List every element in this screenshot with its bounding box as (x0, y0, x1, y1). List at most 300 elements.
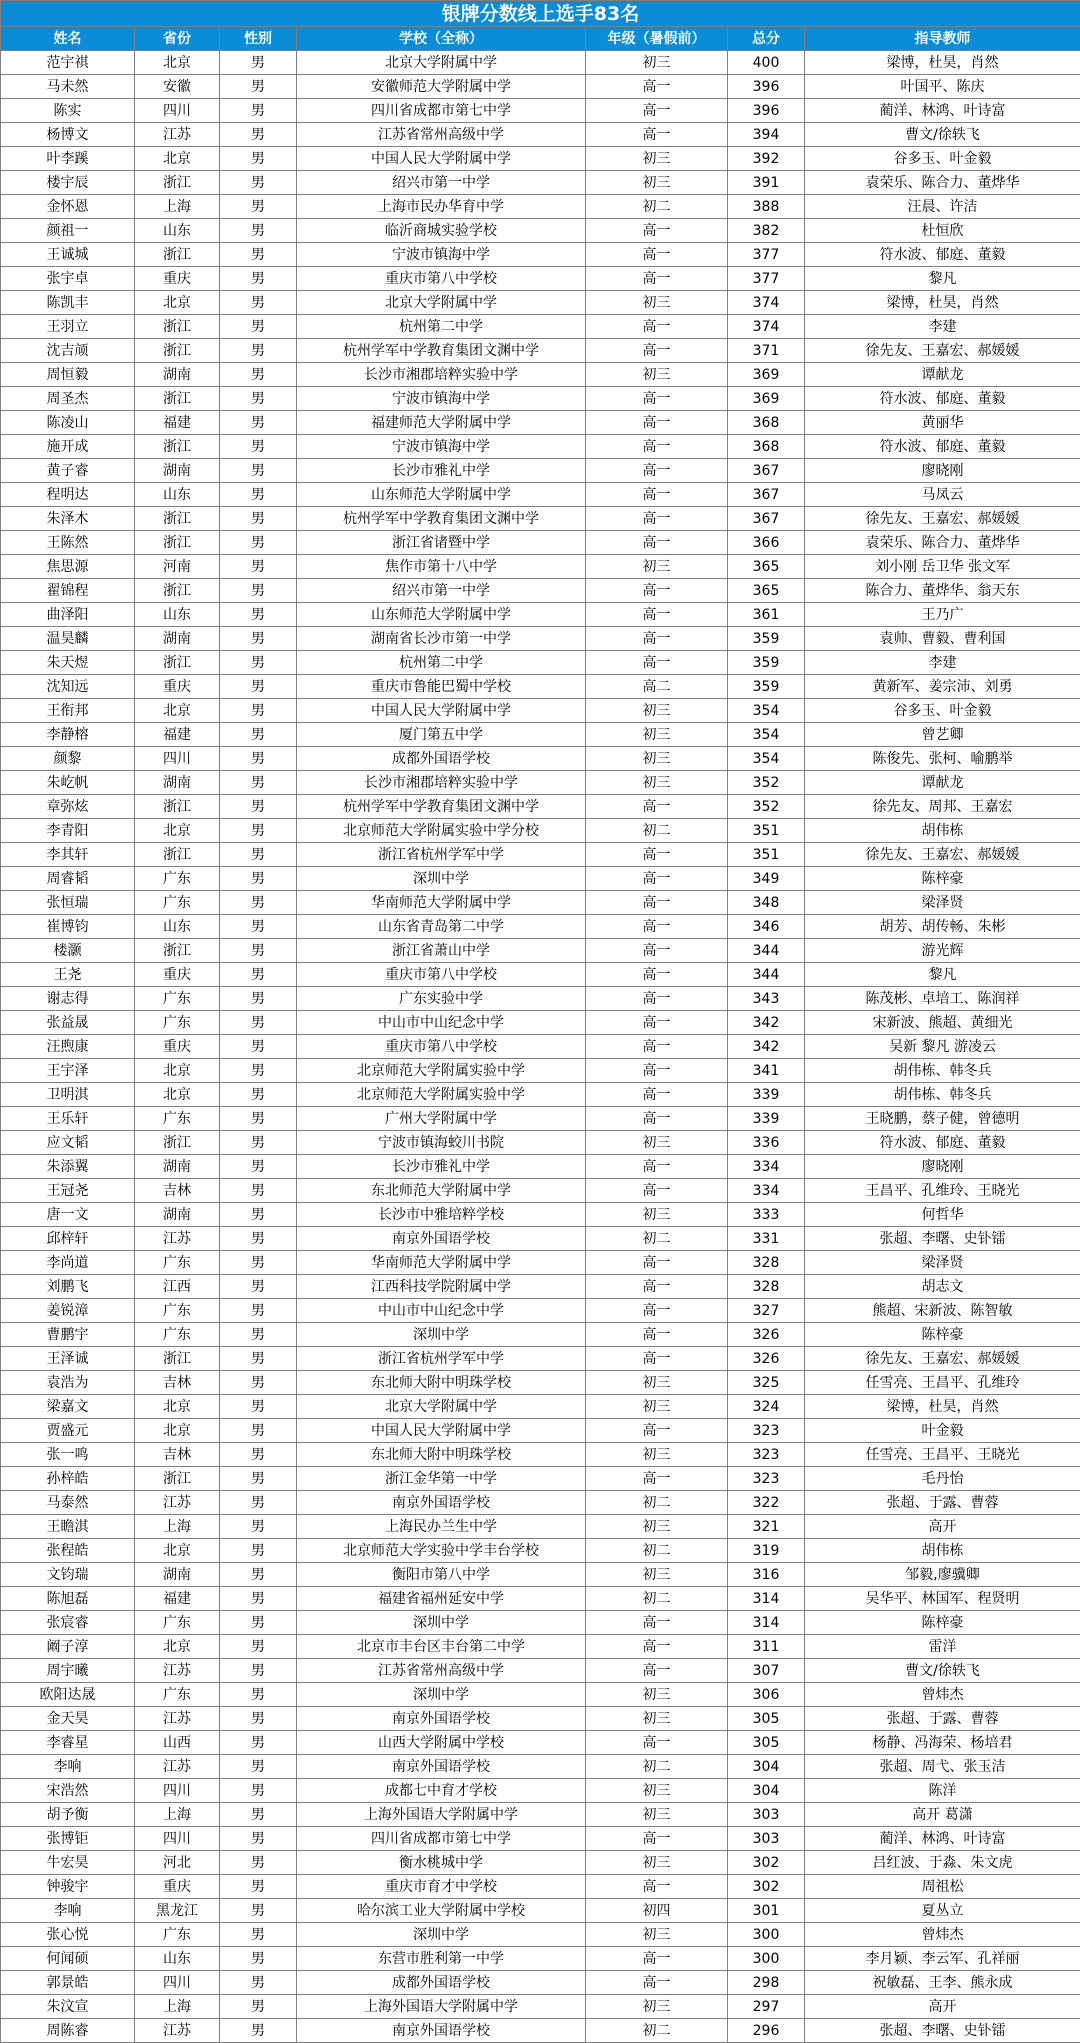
table-row (1, 219, 1080, 243)
cell-col-name: 阚子淳 (1, 1635, 135, 1659)
cell-col-province: 广东 (135, 1011, 220, 1035)
cell-col-gender: 男 (220, 795, 297, 819)
cell-col-teacher: 熊超、宋新波、陈智敏 (805, 1299, 1080, 1323)
title-row (1, 1, 1080, 27)
cell-col-grade: 高一 (586, 483, 728, 507)
cell-col-name: 李静榕 (1, 723, 135, 747)
cell-col-grade: 高一 (586, 843, 728, 867)
cell-col-school: 福建师范大学附属中学 (297, 411, 586, 435)
cell-col-grade: 高一 (586, 411, 728, 435)
cell-col-grade: 高一 (586, 1947, 728, 1971)
cell-col-teacher: 李建 (805, 651, 1080, 675)
cell-col-province: 湖南 (135, 459, 220, 483)
cell-col-score: 343 (728, 987, 805, 1011)
cell-col-school: 宁波市镇海蛟川书院 (297, 1131, 586, 1155)
cell-col-school: 重庆市鲁能巴蜀中学校 (297, 675, 586, 699)
cell-col-grade: 高一 (586, 987, 728, 1011)
cell-col-grade: 高一 (586, 387, 728, 411)
cell-col-gender: 男 (220, 1515, 297, 1539)
cell-col-province: 山东 (135, 219, 220, 243)
cell-col-school: 成都七中育才学校 (297, 1779, 586, 1803)
cell-col-teacher: 曹文/徐轶飞 (805, 1659, 1080, 1683)
cell-col-teacher: 张超、于露、曹蓉 (805, 1707, 1080, 1731)
table-row (1, 1635, 1080, 1659)
cell-col-score: 304 (728, 1755, 805, 1779)
cell-col-gender: 男 (220, 1155, 297, 1179)
cell-col-score: 368 (728, 435, 805, 459)
cell-col-score: 333 (728, 1203, 805, 1227)
cell-col-grade: 高一 (586, 1347, 728, 1371)
cell-col-name: 张程皓 (1, 1539, 135, 1563)
cell-col-school: 东北师大附中明珠学校 (297, 1371, 586, 1395)
cell-col-name: 周圣杰 (1, 387, 135, 411)
table-row (1, 747, 1080, 771)
cell-col-name: 胡予衡 (1, 1803, 135, 1827)
cell-col-teacher: 张超、李曙、史钋镭 (805, 2019, 1080, 2043)
cell-col-name: 谢志得 (1, 987, 135, 1011)
cell-col-score: 302 (728, 1851, 805, 1875)
cell-col-gender: 男 (220, 1443, 297, 1467)
table-row (1, 507, 1080, 531)
cell-col-province: 山东 (135, 603, 220, 627)
cell-col-score: 349 (728, 867, 805, 891)
table-row (1, 75, 1080, 99)
cell-col-province: 北京 (135, 699, 220, 723)
cell-col-province: 上海 (135, 195, 220, 219)
cell-col-score: 314 (728, 1611, 805, 1635)
table-row (1, 1011, 1080, 1035)
table-row (1, 1179, 1080, 1203)
cell-col-province: 浙江 (135, 1131, 220, 1155)
cell-col-teacher: 陈梓豪 (805, 867, 1080, 891)
cell-col-score: 321 (728, 1515, 805, 1539)
cell-col-gender: 男 (220, 1707, 297, 1731)
table-row (1, 675, 1080, 699)
cell-col-province: 重庆 (135, 1875, 220, 1899)
cell-col-gender: 男 (220, 1371, 297, 1395)
cell-col-grade: 初三 (586, 1707, 728, 1731)
cell-col-province: 浙江 (135, 243, 220, 267)
cell-col-score: 359 (728, 627, 805, 651)
table-row (1, 843, 1080, 867)
cell-col-province: 北京 (135, 51, 220, 75)
cell-col-gender: 男 (220, 123, 297, 147)
cell-col-score: 314 (728, 1587, 805, 1611)
cell-col-grade: 高一 (586, 603, 728, 627)
cell-col-province: 江苏 (135, 123, 220, 147)
cell-col-name: 李响 (1, 1899, 135, 1923)
cell-col-teacher: 黄新军、姜宗沛、刘勇 (805, 675, 1080, 699)
cell-col-grade: 初三 (586, 1851, 728, 1875)
cell-col-school: 重庆市第八中学校 (297, 963, 586, 987)
cell-col-gender: 男 (220, 1731, 297, 1755)
cell-col-province: 山东 (135, 1947, 220, 1971)
cell-col-grade: 初三 (586, 1131, 728, 1155)
cell-col-name: 施开成 (1, 435, 135, 459)
table-row (1, 867, 1080, 891)
table-row (1, 1083, 1080, 1107)
table-row (1, 1347, 1080, 1371)
cell-col-province: 重庆 (135, 675, 220, 699)
cell-col-score: 296 (728, 2019, 805, 2043)
cell-col-teacher: 叶国平、陈庆 (805, 75, 1080, 99)
table-row (1, 1275, 1080, 1299)
cell-col-score: 311 (728, 1635, 805, 1659)
cell-col-score: 326 (728, 1347, 805, 1371)
cell-col-name: 焦思源 (1, 555, 135, 579)
cell-col-gender: 男 (220, 675, 297, 699)
cell-col-gender: 男 (220, 1227, 297, 1251)
cell-col-grade: 初三 (586, 1779, 728, 1803)
cell-col-teacher: 蔺洋、林鸿、叶诗富 (805, 99, 1080, 123)
table-row (1, 531, 1080, 555)
cell-col-teacher: 谷多玉、叶金毅 (805, 147, 1080, 171)
cell-col-score: 323 (728, 1467, 805, 1491)
cell-col-score: 307 (728, 1659, 805, 1683)
cell-col-school: 东北师范大学附属中学 (297, 1179, 586, 1203)
cell-col-province: 湖南 (135, 363, 220, 387)
table-row (1, 1059, 1080, 1083)
table-row (1, 771, 1080, 795)
cell-col-name: 杨博文 (1, 123, 135, 147)
cell-col-grade: 高一 (586, 651, 728, 675)
table-row (1, 1611, 1080, 1635)
cell-col-province: 安徽 (135, 75, 220, 99)
cell-col-score: 351 (728, 819, 805, 843)
table-row (1, 1443, 1080, 1467)
table-row (1, 195, 1080, 219)
cell-col-school: 广州大学附属中学 (297, 1107, 586, 1131)
cell-col-teacher: 徐先友、王嘉宏、郝媛媛 (805, 1347, 1080, 1371)
table-row (1, 171, 1080, 195)
cell-col-school: 浙江省萧山中学 (297, 939, 586, 963)
cell-col-grade: 初三 (586, 1203, 728, 1227)
cell-col-score: 352 (728, 771, 805, 795)
cell-col-school: 长沙市湘郡培粹实验中学 (297, 363, 586, 387)
cell-col-province: 广东 (135, 1299, 220, 1323)
cell-col-province: 四川 (135, 1971, 220, 1995)
header-col-province: 省份 (135, 27, 220, 51)
table-row (1, 387, 1080, 411)
cell-col-teacher: 高开 (805, 1515, 1080, 1539)
cell-col-province: 福建 (135, 411, 220, 435)
cell-col-teacher: 刘小刚 岳卫华 张文军 (805, 555, 1080, 579)
cell-col-province: 河南 (135, 555, 220, 579)
cell-col-teacher: 夏丛立 (805, 1899, 1080, 1923)
cell-col-province: 北京 (135, 1395, 220, 1419)
cell-col-gender: 男 (220, 507, 297, 531)
cell-col-name: 王衔邦 (1, 699, 135, 723)
cell-col-teacher: 胡伟栋、韩冬兵 (805, 1059, 1080, 1083)
cell-col-score: 369 (728, 363, 805, 387)
cell-col-name: 周睿韬 (1, 867, 135, 891)
cell-col-school: 中国人民大学附属中学 (297, 1419, 586, 1443)
header-col-school: 学校（全称） (297, 27, 586, 51)
cell-col-name: 张宇卓 (1, 267, 135, 291)
cell-col-score: 328 (728, 1275, 805, 1299)
cell-col-score: 342 (728, 1035, 805, 1059)
cell-col-name: 王陈然 (1, 531, 135, 555)
table-row (1, 1203, 1080, 1227)
cell-col-teacher: 廖晓刚 (805, 459, 1080, 483)
cell-col-grade: 初三 (586, 1923, 728, 1947)
cell-col-teacher: 李建 (805, 315, 1080, 339)
cell-col-province: 吉林 (135, 1179, 220, 1203)
cell-col-name: 颜祖一 (1, 219, 135, 243)
cell-col-teacher: 黎凡 (805, 267, 1080, 291)
cell-col-gender: 男 (220, 1347, 297, 1371)
cell-col-score: 303 (728, 1827, 805, 1851)
cell-col-province: 浙江 (135, 315, 220, 339)
cell-col-school: 福建省福州延安中学 (297, 1587, 586, 1611)
table-row (1, 123, 1080, 147)
table-row (1, 1803, 1080, 1827)
cell-col-grade: 初三 (586, 1995, 728, 2019)
cell-col-name: 金天昊 (1, 1707, 135, 1731)
cell-col-score: 366 (728, 531, 805, 555)
cell-col-name: 黄子睿 (1, 459, 135, 483)
cell-col-grade: 高一 (586, 795, 728, 819)
cell-col-name: 范宇祺 (1, 51, 135, 75)
cell-col-name: 陈凯丰 (1, 291, 135, 315)
table-row (1, 147, 1080, 171)
cell-col-school: 北京大学附属中学 (297, 1395, 586, 1419)
cell-col-gender: 男 (220, 1995, 297, 2019)
cell-col-name: 王尧 (1, 963, 135, 987)
cell-col-province: 北京 (135, 819, 220, 843)
cell-col-grade: 初三 (586, 1395, 728, 1419)
cell-col-province: 山东 (135, 915, 220, 939)
cell-col-score: 300 (728, 1947, 805, 1971)
cell-col-score: 344 (728, 963, 805, 987)
cell-col-gender: 男 (220, 867, 297, 891)
cell-col-province: 广东 (135, 1251, 220, 1275)
table-row (1, 1539, 1080, 1563)
table-body (1, 51, 1080, 2043)
cell-col-province: 江苏 (135, 1755, 220, 1779)
table-row (1, 1659, 1080, 1683)
cell-col-school: 上海市民办华育中学 (297, 195, 586, 219)
cell-col-score: 354 (728, 723, 805, 747)
cell-col-teacher: 梁博，杜昊，肖然 (805, 51, 1080, 75)
cell-col-province: 浙江 (135, 507, 220, 531)
cell-col-name: 孙梓皓 (1, 1467, 135, 1491)
cell-col-teacher: 张超、李曙、史钋镭 (805, 1227, 1080, 1251)
cell-col-grade: 高一 (586, 1971, 728, 1995)
cell-col-gender: 男 (220, 1179, 297, 1203)
cell-col-name: 金怀恩 (1, 195, 135, 219)
table-row (1, 411, 1080, 435)
cell-col-school: 焦作市第十八中学 (297, 555, 586, 579)
cell-col-gender: 男 (220, 219, 297, 243)
cell-col-gender: 男 (220, 1395, 297, 1419)
cell-col-school: 湖南省长沙市第一中学 (297, 627, 586, 651)
cell-col-gender: 男 (220, 99, 297, 123)
cell-col-school: 北京大学附属中学 (297, 291, 586, 315)
cell-col-grade: 初三 (586, 555, 728, 579)
cell-col-gender: 男 (220, 195, 297, 219)
cell-col-school: 山东师范大学附属中学 (297, 603, 586, 627)
cell-col-school: 北京大学附属中学 (297, 51, 586, 75)
header-col-grade: 年级（暑假前） (586, 27, 728, 51)
cell-col-teacher: 祝敏磊、王李、熊永成 (805, 1971, 1080, 1995)
cell-col-province: 四川 (135, 747, 220, 771)
cell-col-score: 377 (728, 243, 805, 267)
cell-col-province: 福建 (135, 723, 220, 747)
cell-col-province: 重庆 (135, 267, 220, 291)
cell-col-gender: 男 (220, 771, 297, 795)
cell-col-grade: 高一 (586, 1035, 728, 1059)
cell-col-province: 浙江 (135, 939, 220, 963)
table-row (1, 1323, 1080, 1347)
cell-col-province: 吉林 (135, 1443, 220, 1467)
cell-col-school: 长沙市中雅培粹学校 (297, 1203, 586, 1227)
cell-col-grade: 高一 (586, 1419, 728, 1443)
cell-col-gender: 男 (220, 579, 297, 603)
cell-col-school: 衡阳市第八中学 (297, 1563, 586, 1587)
cell-col-teacher: 梁博，杜昊，肖然 (805, 291, 1080, 315)
cell-col-grade: 高一 (586, 1251, 728, 1275)
cell-col-gender: 男 (220, 411, 297, 435)
cell-col-grade: 初三 (586, 1371, 728, 1395)
cell-col-score: 400 (728, 51, 805, 75)
cell-col-gender: 男 (220, 555, 297, 579)
table-row (1, 99, 1080, 123)
cell-col-province: 北京 (135, 1539, 220, 1563)
cell-col-teacher: 胡伟栋 (805, 819, 1080, 843)
cell-col-name: 周宇曦 (1, 1659, 135, 1683)
cell-col-grade: 高一 (586, 579, 728, 603)
cell-col-province: 北京 (135, 1059, 220, 1083)
cell-col-grade: 初二 (586, 1539, 728, 1563)
cell-col-teacher: 周祖松 (805, 1875, 1080, 1899)
cell-col-gender: 男 (220, 1299, 297, 1323)
cell-col-gender: 男 (220, 747, 297, 771)
cell-col-province: 湖南 (135, 1563, 220, 1587)
cell-col-grade: 初二 (586, 1755, 728, 1779)
cell-col-gender: 男 (220, 915, 297, 939)
cell-col-grade: 高一 (586, 1635, 728, 1659)
cell-col-score: 322 (728, 1491, 805, 1515)
cell-col-teacher: 汪晨、许洁 (805, 195, 1080, 219)
table-row (1, 819, 1080, 843)
cell-col-province: 广东 (135, 1683, 220, 1707)
cell-col-province: 北京 (135, 291, 220, 315)
cell-col-grade: 高一 (586, 1011, 728, 1035)
cell-col-gender: 男 (220, 1203, 297, 1227)
table-row (1, 1827, 1080, 1851)
cell-col-name: 王瞻淇 (1, 1515, 135, 1539)
cell-col-name: 马泰然 (1, 1491, 135, 1515)
cell-col-grade: 高一 (586, 867, 728, 891)
cell-col-school: 江西科技学院附属中学 (297, 1275, 586, 1299)
cell-col-score: 325 (728, 1371, 805, 1395)
cell-col-teacher: 袁荣乐、陈合力、董烨华 (805, 531, 1080, 555)
cell-col-teacher: 曾艺卿 (805, 723, 1080, 747)
cell-col-school: 成都外国语学校 (297, 1971, 586, 1995)
cell-col-name: 贾盛元 (1, 1419, 135, 1443)
cell-col-score: 298 (728, 1971, 805, 1995)
cell-col-name: 朱汶宣 (1, 1995, 135, 2019)
table-row (1, 1755, 1080, 1779)
table-row (1, 1851, 1080, 1875)
cell-col-teacher: 胡伟栋、韩冬兵 (805, 1083, 1080, 1107)
cell-col-name: 郭景皓 (1, 1971, 135, 1995)
cell-col-name: 程明达 (1, 483, 135, 507)
cell-col-teacher: 梁泽贤 (805, 891, 1080, 915)
cell-col-school: 北京市丰台区丰台第二中学 (297, 1635, 586, 1659)
cell-col-grade: 初三 (586, 291, 728, 315)
table-row (1, 1491, 1080, 1515)
cell-col-name: 崔博钧 (1, 915, 135, 939)
cell-col-gender: 男 (220, 171, 297, 195)
cell-col-school: 上海外国语大学附属中学 (297, 1995, 586, 2019)
cell-col-gender: 男 (220, 1107, 297, 1131)
cell-col-score: 303 (728, 1803, 805, 1827)
cell-col-name: 朱屹帆 (1, 771, 135, 795)
cell-col-school: 重庆市育才中学校 (297, 1875, 586, 1899)
cell-col-teacher: 王晓鹏，蔡子健，曾德明 (805, 1107, 1080, 1131)
cell-col-grade: 初三 (586, 1515, 728, 1539)
cell-col-score: 365 (728, 555, 805, 579)
cell-col-name: 王乐轩 (1, 1107, 135, 1131)
cell-col-name: 袁浩为 (1, 1371, 135, 1395)
cell-col-score: 365 (728, 579, 805, 603)
cell-col-teacher: 王昌平、孔维玲、王晓光 (805, 1179, 1080, 1203)
cell-col-teacher: 谭献龙 (805, 771, 1080, 795)
cell-col-score: 367 (728, 507, 805, 531)
cell-col-gender: 男 (220, 1611, 297, 1635)
cell-col-school: 杭州第二中学 (297, 315, 586, 339)
cell-col-school: 长沙市雅礼中学 (297, 1155, 586, 1179)
cell-col-grade: 高一 (586, 531, 728, 555)
cell-col-grade: 高一 (586, 315, 728, 339)
cell-col-name: 宋浩然 (1, 1779, 135, 1803)
cell-col-name: 李青阳 (1, 819, 135, 843)
cell-col-teacher: 李月颖、李云军、孔祥丽 (805, 1947, 1080, 1971)
cell-col-gender: 男 (220, 1011, 297, 1035)
table-row (1, 1995, 1080, 2019)
cell-col-score: 359 (728, 675, 805, 699)
cell-col-teacher: 蔺洋、林鸿、叶诗富 (805, 1827, 1080, 1851)
cell-col-province: 浙江 (135, 531, 220, 555)
table-row (1, 267, 1080, 291)
cell-col-grade: 高一 (586, 891, 728, 915)
cell-col-teacher: 游光辉 (805, 939, 1080, 963)
cell-col-school: 南京外国语学校 (297, 1491, 586, 1515)
cell-col-school: 重庆市第八中学校 (297, 267, 586, 291)
table-row (1, 1251, 1080, 1275)
table-row (1, 915, 1080, 939)
cell-col-teacher: 胡志文 (805, 1275, 1080, 1299)
table-row (1, 435, 1080, 459)
cell-col-gender: 男 (220, 963, 297, 987)
cell-col-teacher: 吴华平、林国军、程贤明 (805, 1587, 1080, 1611)
cell-col-grade: 高一 (586, 459, 728, 483)
cell-col-school: 厦门第五中学 (297, 723, 586, 747)
cell-col-province: 浙江 (135, 579, 220, 603)
cell-col-gender: 男 (220, 1083, 297, 1107)
cell-col-gender: 男 (220, 651, 297, 675)
cell-col-grade: 初二 (586, 195, 728, 219)
cell-col-grade: 高一 (586, 1731, 728, 1755)
cell-col-name: 张一鸣 (1, 1443, 135, 1467)
cell-col-gender: 男 (220, 1251, 297, 1275)
cell-col-teacher: 黎凡 (805, 963, 1080, 987)
cell-col-gender: 男 (220, 1899, 297, 1923)
cell-col-name: 张恒瑞 (1, 891, 135, 915)
cell-col-grade: 高一 (586, 1299, 728, 1323)
